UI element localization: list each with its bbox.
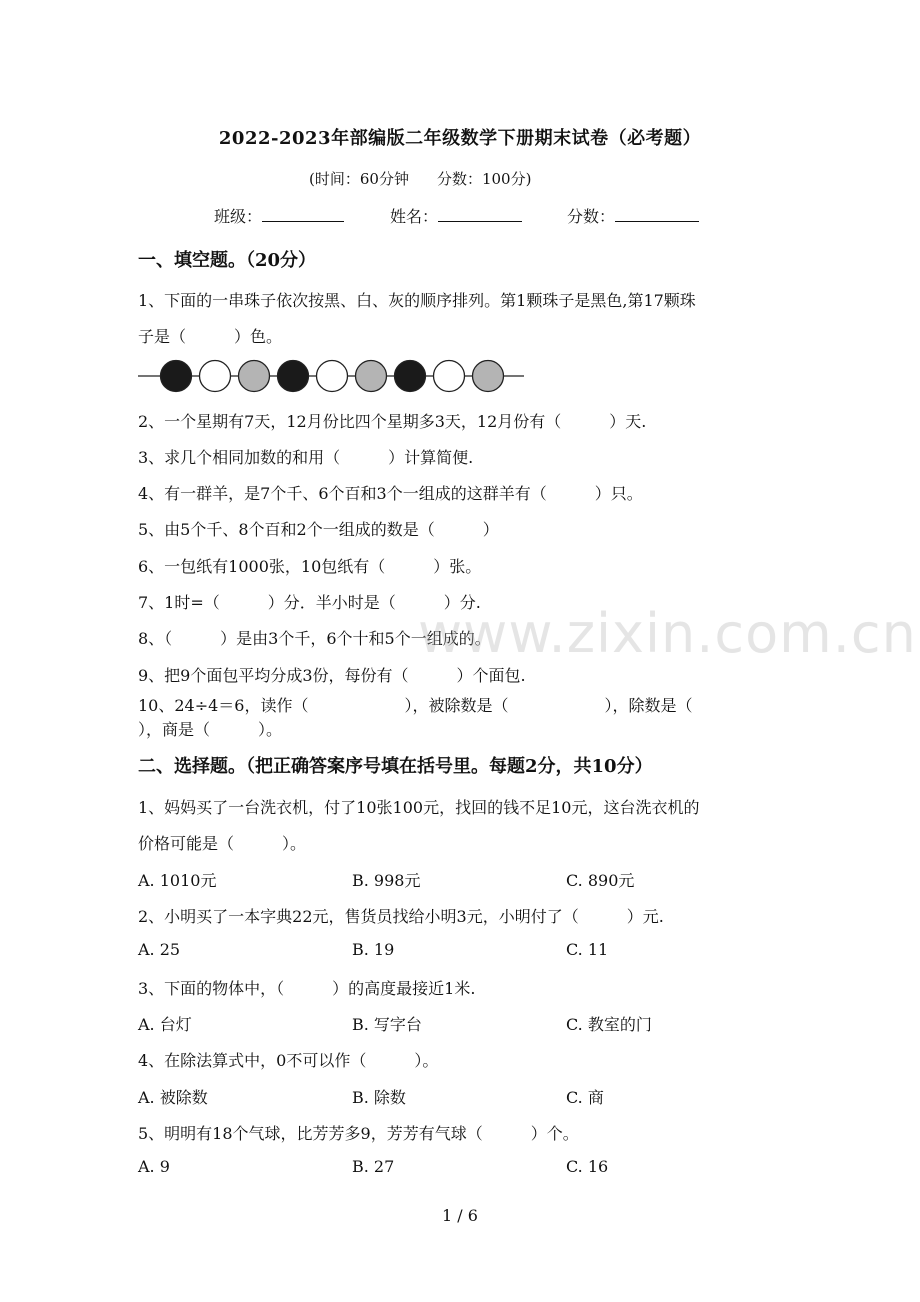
choice-2-option-a[interactable]: A. 25 xyxy=(138,940,181,959)
choice-2-option-b[interactable]: B. 19 xyxy=(352,940,395,959)
question-1-line-1: 1、下面的一串珠子依次按黑、白、灰的顺序排列。第1颗珠子是黑色,第17颗珠 xyxy=(138,291,696,310)
name-field xyxy=(390,204,522,227)
choice-question-2: 2、小明买了一本字典22元，售货员找给小明3元，小明付了（ ）元. xyxy=(138,907,664,926)
score-label: 分数： xyxy=(567,207,616,226)
choice-5-option-c[interactable]: C. 16 xyxy=(566,1157,609,1176)
question-8: 8、（ ）是由3个千，6个十和5个一组成的。 xyxy=(138,629,491,648)
bead-black-1 xyxy=(161,361,192,392)
bead-black-4 xyxy=(278,361,309,392)
section-2-heading: 二、选择题。（把正确答案序号填在括号里。每题2分，共10分） xyxy=(138,756,653,777)
watermark: www.zixin.com.cn xyxy=(418,602,917,665)
bead-gray-3 xyxy=(239,361,270,392)
choice-1-option-b[interactable]: B. 998元 xyxy=(352,871,421,890)
choice-4-option-b[interactable]: B. 除数 xyxy=(352,1088,406,1107)
question-9: 9、把9个面包平均分成3份，每份有（ ）个面包. xyxy=(138,666,526,685)
name-blank[interactable] xyxy=(438,205,522,222)
class-field xyxy=(214,204,344,227)
page-number: 1 / 6 xyxy=(442,1206,478,1225)
choice-3-option-c[interactable]: C. 教室的门 xyxy=(566,1015,652,1034)
question-2: 2、一个星期有7天，12月份比四个星期多3天，12月份有（ ）天. xyxy=(138,412,647,431)
question-1-line-2: 子是（ ）色。 xyxy=(138,327,283,346)
question-5: 5、由5个千、8个百和2个一组成的数是（ ） xyxy=(138,520,499,539)
question-10-line-2: ），商是（ ）。 xyxy=(138,720,283,739)
choice-question-1-line-1: 1、妈妈买了一台洗衣机，付了10张100元，找回的钱不足10元，这台洗衣机的 xyxy=(138,798,700,817)
choice-4-option-c[interactable]: C. 商 xyxy=(566,1088,604,1107)
choice-1-option-c[interactable]: C. 890元 xyxy=(566,871,635,890)
page-title: 2022-2023年部编版二年级数学下册期末试卷（必考题） xyxy=(218,128,702,149)
choice-4-option-a[interactable]: A. 被除数 xyxy=(138,1088,208,1107)
choice-2-option-c[interactable]: C. 11 xyxy=(566,940,609,959)
bead-white-2 xyxy=(200,361,231,392)
bead-black-7 xyxy=(395,361,426,392)
question-10-line-1: 10、24÷4＝6，读作（ ），被除数是（ ），除数是（ xyxy=(138,696,693,715)
choice-question-5: 5、明明有18个气球，比芳芳多9，芳芳有气球（ ）个。 xyxy=(138,1124,579,1143)
class-blank[interactable] xyxy=(262,205,344,222)
class-label: 班级： xyxy=(214,207,263,226)
name-label: 姓名： xyxy=(390,207,439,226)
choice-question-4: 4、在除法算式中，0不可以作（ ）。 xyxy=(138,1051,439,1070)
score-field xyxy=(567,204,699,227)
choice-5-option-a[interactable]: A. 9 xyxy=(138,1157,170,1176)
bead-string-figure xyxy=(138,356,528,396)
bead-white-8 xyxy=(434,361,465,392)
score-blank[interactable] xyxy=(615,205,699,222)
choice-1-option-a[interactable]: A. 1010元 xyxy=(138,871,217,890)
choice-3-option-a[interactable]: A. 台灯 xyxy=(138,1015,192,1034)
choice-5-option-b[interactable]: B. 27 xyxy=(352,1157,395,1176)
bead-white-5 xyxy=(317,361,348,392)
question-7: 7、1时=（ ）分．半小时是（ ）分. xyxy=(138,593,481,612)
bead-gray-6 xyxy=(356,361,387,392)
exam-total-score: 分数：100分) xyxy=(436,170,532,188)
exam-time: (时间：60分钟 xyxy=(309,170,409,188)
choice-3-option-b[interactable]: B. 写字台 xyxy=(352,1015,422,1034)
choice-question-1-line-2: 价格可能是（ ）。 xyxy=(138,834,307,853)
bead-gray-9 xyxy=(473,361,504,392)
exam-time-score xyxy=(309,168,531,189)
question-4: 4、有一群羊，是7个千、6个百和3个一组成的这群羊有（ ）只。 xyxy=(138,484,643,503)
section-1-heading: 一、填空题。（20分） xyxy=(138,250,317,271)
question-3: 3、求几个相同加数的和用（ ）计算简便. xyxy=(138,448,474,467)
question-6: 6、一包纸有1000张，10包纸有（ ）张。 xyxy=(138,557,482,576)
choice-question-3: 3、下面的物体中，（ ）的高度最接近1米. xyxy=(138,979,476,998)
